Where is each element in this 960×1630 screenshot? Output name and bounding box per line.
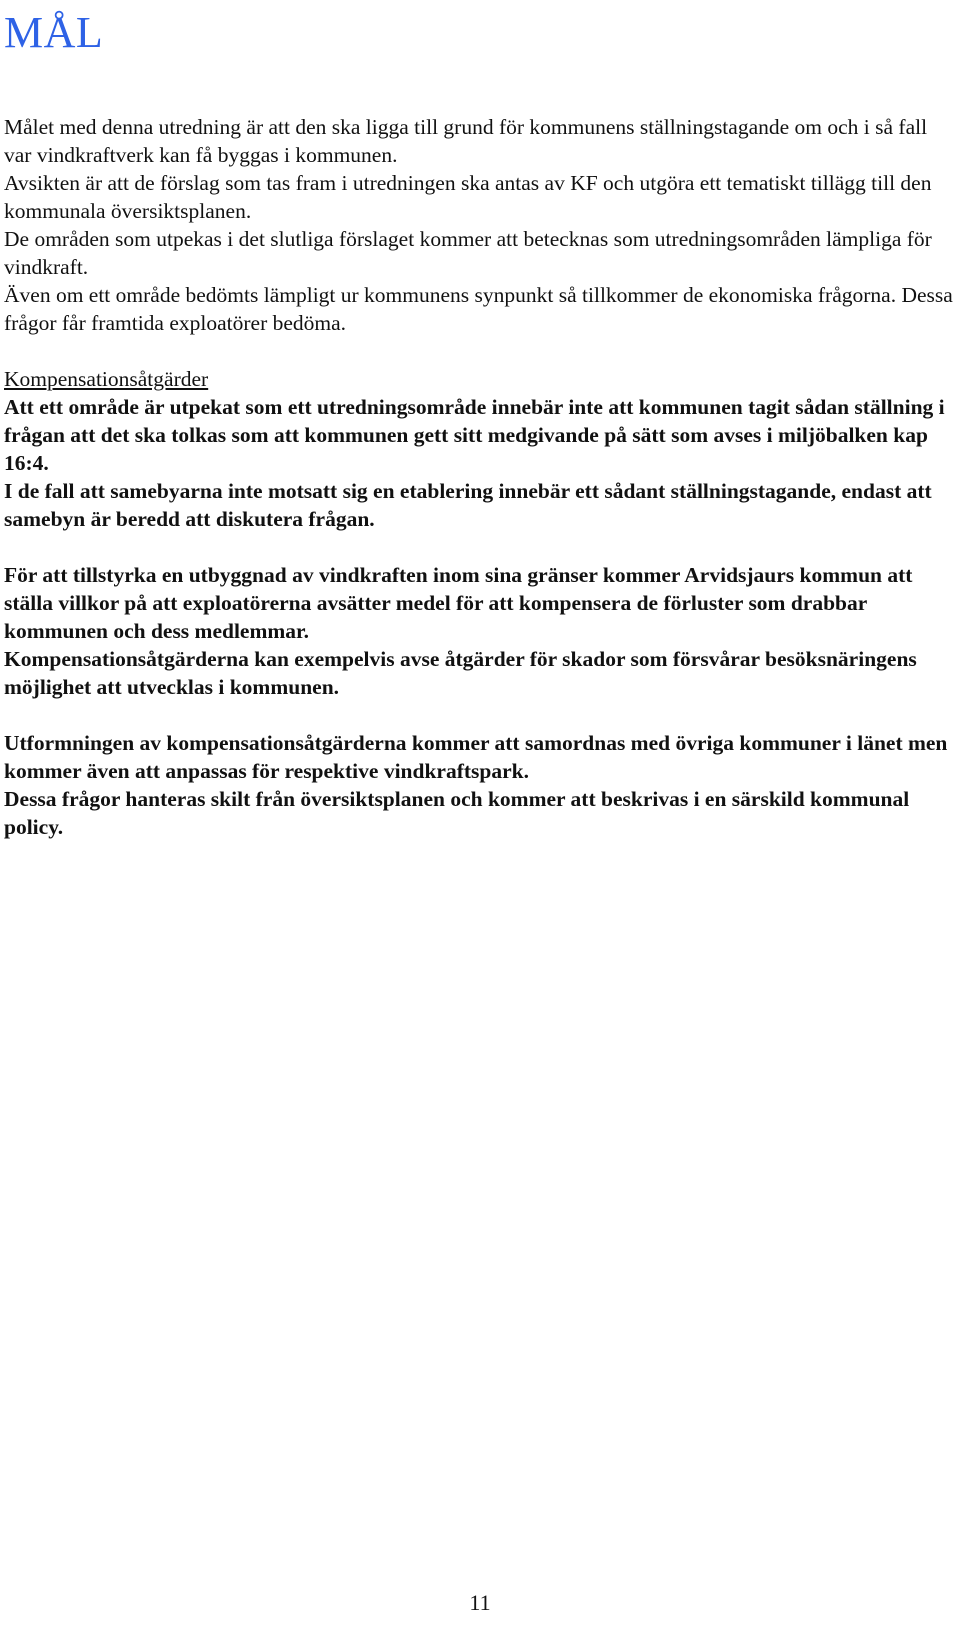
intro-paragraph-3: De områden som utpekas i det slutliga förslaget kommer att betecknas som utredningsområden lämpliga för vindkraft. xyxy=(4,227,932,279)
compensation-paragraph-1: Att ett område är utpekat som ett utredningsområde innebär inte att kommunen tagit sådan ställning i frågan att det ska tolkas som att kommunen gett sitt medgivande på sätt som avses i miljöbalken kap 16:4. xyxy=(4,395,945,475)
intro-paragraph-2: Avsikten är att de förslag som tas fram i utredningen ska antas av KF och utgöra ett tematiskt tillägg till den kommunala översiktsplanen. xyxy=(4,171,932,223)
page-number: 11 xyxy=(469,1590,491,1615)
intro-paragraph-1: Målet med denna utredning är att den ska ligga till grund för kommunens ställningstagande om och i så fall var vindkraftverk kan få byggas i kommunen. xyxy=(4,115,928,167)
compensation-paragraph-4: Kompensationsåtgärderna kan exempelvis avse åtgärder för skador som försvårar besöksnäringens möjlighet att utvecklas i kommunen. xyxy=(4,647,917,699)
intro-paragraph-4: Även om ett område bedömts lämpligt ur kommunens synpunkt så tillkommer de ekonomiska frågorna. Dessa frågor får framtida exploatörer bedöma. xyxy=(4,283,953,335)
document-body xyxy=(4,113,956,841)
paragraph-spacer xyxy=(4,701,956,729)
paragraph-spacer xyxy=(4,533,956,561)
compensation-paragraph-5: Utformningen av kompensationsåtgärderna kommer att samordnas med övriga kommuner i länet men kommer även att anpassas för respektive vindkraftspark. xyxy=(4,731,948,783)
compensation-paragraph-6: Dessa frågor hanteras skilt från översiktsplanen och kommer att beskrivas i en särskild kommunal policy. xyxy=(4,787,910,839)
document-page xyxy=(4,0,956,1630)
section-subheading: Kompensationsåtgärder xyxy=(4,367,209,391)
paragraph-spacer xyxy=(4,337,956,365)
compensation-paragraph-2: I de fall att samebyarna inte motsatt sig en etablering innebär ett sådant ställningstagande, endast att samebyn är beredd att diskutera frågan. xyxy=(4,479,932,531)
compensation-paragraph-3: För att tillstyrka en utbyggnad av vindkraften inom sina gränser kommer Arvidsjaurs kommun att ställa villkor på att exploatörerna avsätter medel för att kompensera de förluster som drabbar kommunen och dess medlemmar. xyxy=(4,563,913,643)
page-title: MÅL xyxy=(4,8,104,57)
